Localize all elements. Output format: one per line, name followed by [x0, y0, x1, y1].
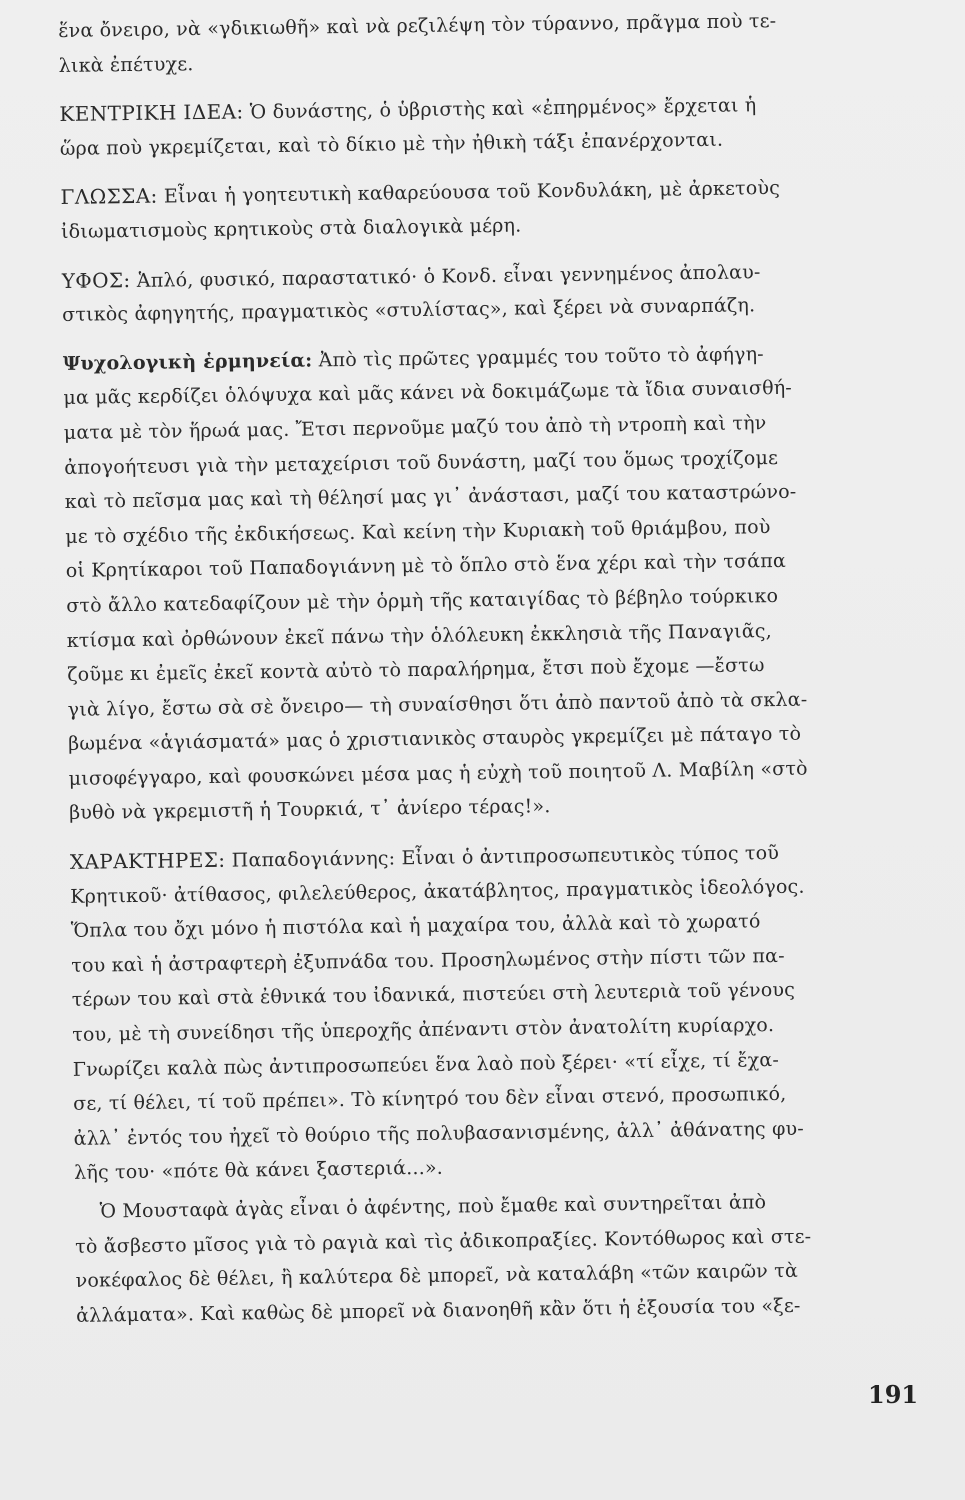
text-line: ἕνα ὄνειρο, νὰ «γδικιωθῆ» καὶ νὰ ρεζιλέψη τὸν τύραννο, πρᾶγμα ποὺ τε-	[58, 9, 777, 42]
section-heading-psychological-interpretation: Ψυχολογικὴ ἑρμηνεία:	[62, 349, 313, 375]
text-line: κτίσμα καὶ ὀρθώνουν ἐκεῖ πάνω τὴν ὁλόλευκη ἐκκλησιὰ τῆς Παναγιᾶς,	[66, 619, 773, 652]
text-line: ματα μὲ τὸν ἥρωά μας. Ἔτσι περνοῦμε μαζύ του ἀπὸ τὴ ντροπὴ καὶ τὴν	[63, 412, 767, 444]
text-line: του καὶ ἡ ἀστραφτερὴ ἐξυπνάδα του. Προσηλωμένος στὴν πίστι τῶν πα-	[71, 944, 785, 977]
text-line: μισοφέγγαρο, καὶ φουσκώνει μέσα μας ἡ εὐχὴ τοῦ ποιητοῦ Λ. Μαβίλη «στὸ	[68, 757, 808, 790]
text-span: Ὁ δυνάστης, ὁ ὑβριστὴς καὶ «ἐπηρμένος» ἔρχεται ἡ	[243, 94, 757, 124]
section-heading-language: ΓΛΩΣΣΑ:	[60, 184, 158, 210]
text-line: λικὰ ἐπέτυχε.	[58, 52, 194, 77]
text-line: καὶ τὸ πεῖσμα μας καὶ τὴ θέλησί μας γι᾿ ἀνάστασι, μαζί του καταστρώνο-	[64, 480, 797, 514]
text-line: βωμένα «ἁγιάσματά» μας ὁ χριστιανικὸς σταυρὸς γκρεμίζει μὲ πάταγο τὸ	[68, 722, 802, 756]
text-line: τέρων του καὶ στὰ ἐθνικά του ἰδανικά, πιστεύει στὴ λευτεριὰ τοῦ γένους	[71, 979, 796, 1012]
section-heading-central-idea: ΚΕΝΤΡΙΚΗ ΙΔΕΑ:	[59, 99, 244, 127]
text-line: του, μὲ τὴ συνείδησι τῆς ὑπεροχῆς ἀπέναντι στὸν ἀνατολίτη κυρίαρχο.	[72, 1014, 775, 1046]
text-line: σε, τί θέλει, τί τοῦ πρέπει». Τὸ κίνητρό του δὲν εἶναι στενό, προσωπικό,	[73, 1083, 787, 1116]
text-span: Παπαδογιάννης: Εἶναι ὁ ἀντιπροσωπευτικὸς τύπος τοῦ	[225, 842, 780, 872]
text-line: ὥρα ποὺ γκρεμίζεται, καὶ τὸ δίκιο μὲ τὴν ἠθικὴ τάξι ἐπανέρχονται.	[59, 128, 724, 160]
text-line: Κρητικοῦ· ἀτίθασος, φιλελεύθερος, ἀκατάβλητος, πραγματικὸς ἰδεολόγος.	[70, 875, 805, 908]
text-line: στικὸς ἀφηγητής, πραγματικὸς «στυλίστας», καὶ ξέρει νὰ συναρπάζη.	[62, 294, 756, 327]
text-line: βυθὸ νὰ γκρεμιστῆ ἡ Τουρκιά, τ᾿ ἀνίερο τέρας!».	[69, 795, 551, 825]
text-line: οἱ Κρητίκαροι τοῦ Παπαδογιάννη μὲ τὸ ὅπλο στὸ ἕνα χέρι καὶ τὴν τσάπα	[65, 550, 787, 583]
text-span: Ἀπὸ τὶς πρῶτες γραμμές του τοῦτο τὸ ἀφήγη-	[312, 342, 764, 372]
page-text	[58, 2, 946, 1333]
section-heading-style: ΥΦΟΣ:	[61, 267, 131, 293]
text-line: γιὰ λίγο, ἔστω σὰ σὲ ὄνειρο— τὴ συναίσθησι ὅτι ἀπὸ παντοῦ ἀπὸ τὰ σκλα-	[67, 688, 808, 721]
text-line: ἀλλάματα». Καὶ καθὼς δὲ μπορεῖ νὰ διανοηθῆ κἂν ὅτι ἡ ἐξουσία του «ξε-	[76, 1294, 801, 1327]
page-number: 191	[868, 1380, 919, 1409]
text-line: λῆς του· «πότε θὰ κάνει ξαστεριά...».	[74, 1157, 444, 1185]
text-line: με τὸ σχέδιο τῆς ἐκδικήσεως. Καὶ κείνη τὴν Κυριακὴ τοῦ θριάμβου, ποὺ	[65, 515, 771, 548]
text-line: ἰδιωματισμοὺς κρητικοὺς στὰ διαλογικὰ μέρη.	[60, 214, 522, 243]
text-line: Γνωρίζει καλὰ πὼς ἀντιπροσωπεύει ἕνα λαὸ ποὺ ξέρει· «τί εἶχε, τί ἔχα-	[72, 1048, 780, 1081]
text-line: ἀπογοήτευσι γιὰ τὴν μεταχείρισι τοῦ δυνάστη, μαζί του ὅμως τροχίζομε	[64, 446, 779, 479]
text-line: Ὅπλα του ὄχι μόνο ἡ πιστόλα καὶ ἡ μαχαίρα του, ἀλλὰ καὶ τὸ χωρατό	[70, 910, 761, 943]
text-span: Ἁπλό, φυσικό, παραστατικό· ὁ Κονδ. εἶναι γεννημένος ἀπολαυ-	[130, 260, 761, 292]
text-line: στὸ ἄλλο κατεδαφίζουν μὲ τὴν ὁρμὴ τῆς καταιγίδας τὸ βέβηλο τούρκικο	[66, 584, 779, 617]
section-heading-characters: ΧΑΡΑΚΤΗΡΕΣ:	[69, 847, 226, 874]
text-line: ἀλλ᾿ ἐντός του ἠχεῖ τὸ θούριο τῆς πολυβασανισμένης, ἀλλ᾿ ἀθάνατης φυ-	[73, 1117, 805, 1150]
text-line: Ὁ Μουσταφὰ ἀγὰς εἶναι ὁ ἀφέντης, ποὺ ἔμαθε καὶ συντηρεῖται ἀπὸ	[74, 1191, 767, 1223]
text-line: νοκέφαλος δὲ θέλει, ἢ καλύτερα δὲ μπορεῖ, νὰ καταλάβη «τῶν καιρῶν τὰ	[75, 1259, 799, 1293]
text-line: μα μᾶς κερδίζει ὁλόψυχα καὶ μᾶς κάνει νὰ δοκιμάζωμε τὰ ἴδια συναισθή-	[63, 377, 793, 410]
text-line: τὸ ἄσβεστο μῖσος γιὰ τὸ ραγιὰ καὶ τὶς ἀδικοπραξίες. Κοντόθωρος καὶ στε-	[75, 1225, 812, 1258]
text-span: Εἶναι ἡ γοητευτικὴ καθαρεύουσα τοῦ Κονδυλάκη, μὲ ἀρκετοὺς	[157, 177, 781, 208]
text-line: ζοῦμε κι ἐμεῖς ἐκεῖ κοντὰ αὐτὸ τὸ παραλήρημα, ἔτσι ποὺ ἔχομε —ἔστω	[67, 654, 765, 687]
